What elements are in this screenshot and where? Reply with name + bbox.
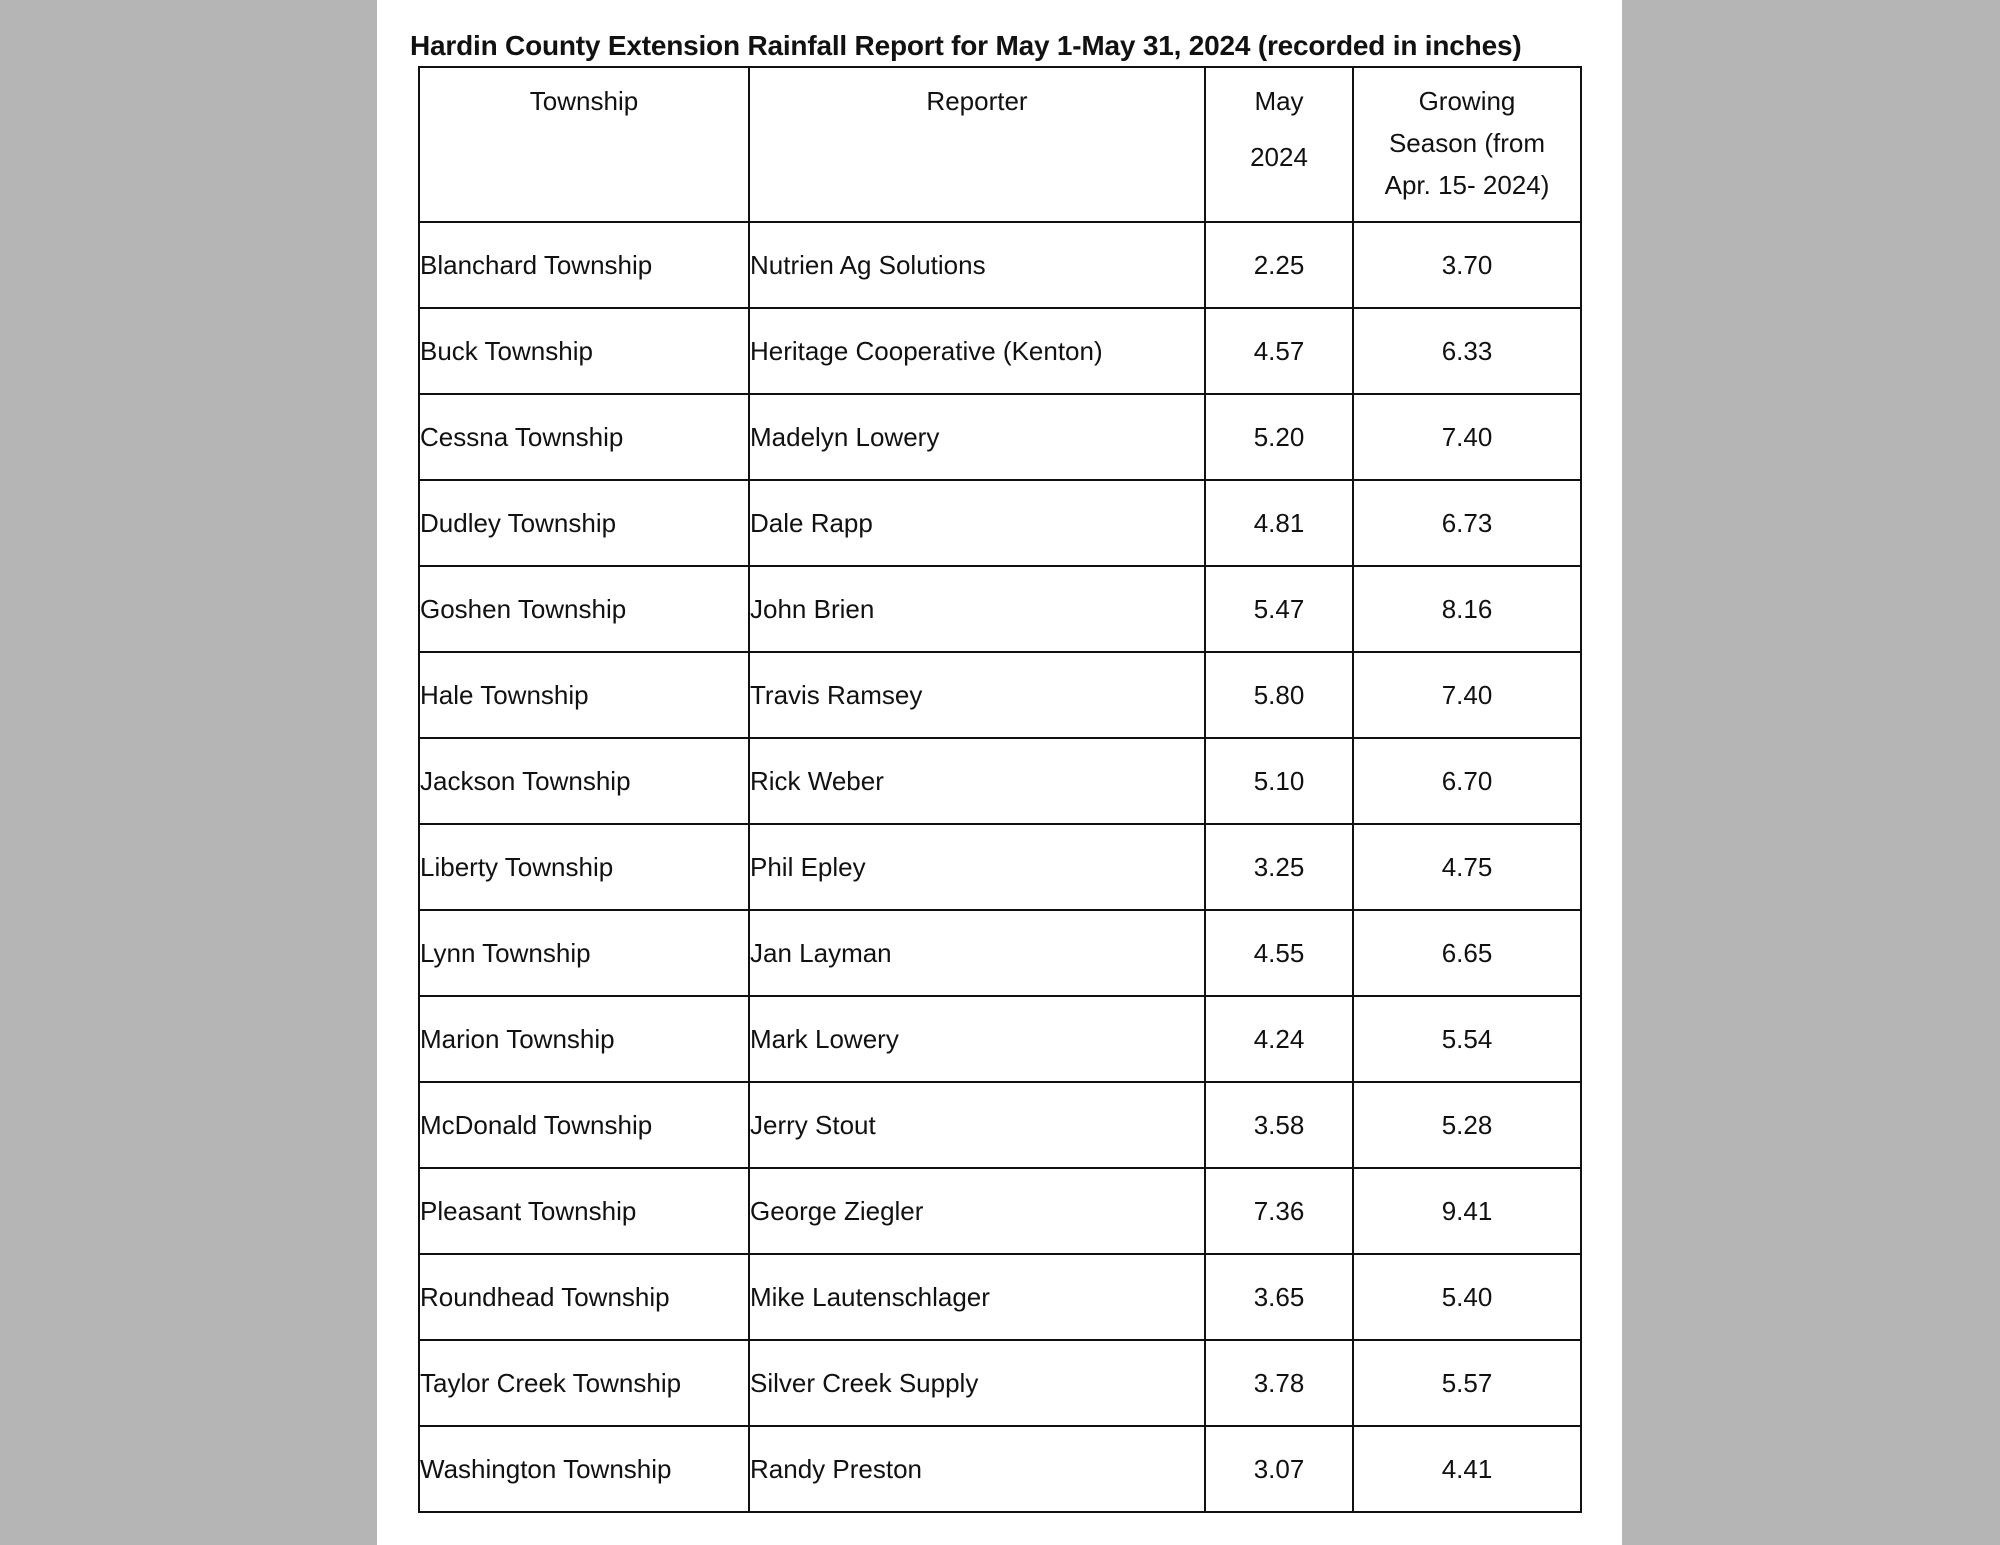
township-cell: Dudley Township: [419, 480, 749, 566]
table-row: [419, 1168, 1581, 1254]
township-cell: Cessna Township: [419, 394, 749, 480]
table-row: [419, 1082, 1581, 1168]
rainfall-table: [418, 66, 1582, 1513]
header-township-label: Township: [529, 86, 639, 116]
table-row: [419, 1254, 1581, 1340]
may-rainfall-cell: 4.24: [1205, 996, 1353, 1082]
table-row: [419, 996, 1581, 1082]
report-title: Hardin County Extension Rainfall Report for May 1-May 31, 2024 (recorded in inches): [410, 30, 1522, 61]
reporter-cell: John Brien: [749, 566, 1205, 652]
season-rainfall-cell: 6.33: [1353, 308, 1581, 394]
may-rainfall-cell: 4.55: [1205, 910, 1353, 996]
table-row: [419, 480, 1581, 566]
may-rainfall-cell: 3.25: [1205, 824, 1353, 910]
season-rainfall-cell: 4.41: [1353, 1426, 1581, 1512]
township-cell: Taylor Creek Township: [419, 1340, 749, 1426]
table-row: [419, 222, 1581, 308]
reporter-cell: Nutrien Ag Solutions: [749, 222, 1205, 308]
may-rainfall-cell: 5.80: [1205, 652, 1353, 738]
header-may-line1: May: [1254, 86, 1304, 116]
township-cell: Lynn Township: [419, 910, 749, 996]
township-cell: Jackson Township: [419, 738, 749, 824]
township-cell: Goshen Township: [419, 566, 749, 652]
reporter-cell: Jerry Stout: [749, 1082, 1205, 1168]
table-row: [419, 738, 1581, 824]
table-body: [419, 222, 1581, 1512]
may-rainfall-cell: 4.81: [1205, 480, 1353, 566]
reporter-cell: George Ziegler: [749, 1168, 1205, 1254]
table-row: [419, 910, 1581, 996]
header-township: [419, 67, 749, 222]
reporter-cell: Rick Weber: [749, 738, 1205, 824]
season-rainfall-cell: 5.57: [1353, 1340, 1581, 1426]
reporter-cell: Phil Epley: [749, 824, 1205, 910]
season-rainfall-cell: 5.40: [1353, 1254, 1581, 1340]
may-rainfall-cell: 5.20: [1205, 394, 1353, 480]
township-cell: Washington Township: [419, 1426, 749, 1512]
season-rainfall-cell: 7.40: [1353, 394, 1581, 480]
township-cell: Hale Township: [419, 652, 749, 738]
season-rainfall-cell: 7.40: [1353, 652, 1581, 738]
may-rainfall-cell: 3.78: [1205, 1340, 1353, 1426]
season-rainfall-cell: 9.41: [1353, 1168, 1581, 1254]
header-growing-line1: Growing: [1418, 86, 1516, 116]
may-rainfall-cell: 5.47: [1205, 566, 1353, 652]
table-row: [419, 566, 1581, 652]
township-cell: Buck Township: [419, 308, 749, 394]
reporter-cell: Mike Lautenschlager: [749, 1254, 1205, 1340]
may-rainfall-cell: 3.58: [1205, 1082, 1353, 1168]
header-reporter: [749, 67, 1205, 222]
township-cell: McDonald Township: [419, 1082, 749, 1168]
reporter-cell: Heritage Cooperative (Kenton): [749, 308, 1205, 394]
may-rainfall-cell: 5.10: [1205, 738, 1353, 824]
table-row: [419, 1426, 1581, 1512]
season-rainfall-cell: 6.73: [1353, 480, 1581, 566]
header-growing-line3: Apr. 15- 2024): [1384, 170, 1550, 200]
may-rainfall-cell: 7.36: [1205, 1168, 1353, 1254]
may-rainfall-cell: 3.65: [1205, 1254, 1353, 1340]
header-may-2024: [1205, 67, 1353, 222]
township-cell: Liberty Township: [419, 824, 749, 910]
header-growing-season: [1353, 67, 1581, 222]
table-row: [419, 1340, 1581, 1426]
table-row: [419, 394, 1581, 480]
may-rainfall-cell: 4.57: [1205, 308, 1353, 394]
header-reporter-label: Reporter: [926, 86, 1028, 116]
may-rainfall-cell: 2.25: [1205, 222, 1353, 308]
reporter-cell: Silver Creek Supply: [749, 1340, 1205, 1426]
reporter-cell: Jan Layman: [749, 910, 1205, 996]
reporter-cell: Travis Ramsey: [749, 652, 1205, 738]
township-cell: Marion Township: [419, 996, 749, 1082]
header-may-line2: 2024: [1250, 142, 1308, 172]
township-cell: Blanchard Township: [419, 222, 749, 308]
season-rainfall-cell: 5.54: [1353, 996, 1581, 1082]
header-growing-line2: Season (from: [1388, 128, 1546, 158]
table-row: [419, 308, 1581, 394]
season-rainfall-cell: 8.16: [1353, 566, 1581, 652]
reporter-cell: Madelyn Lowery: [749, 394, 1205, 480]
season-rainfall-cell: 6.65: [1353, 910, 1581, 996]
table-row: [419, 824, 1581, 910]
season-rainfall-cell: 6.70: [1353, 738, 1581, 824]
township-cell: Pleasant Township: [419, 1168, 749, 1254]
reporter-cell: Randy Preston: [749, 1426, 1205, 1512]
season-rainfall-cell: 4.75: [1353, 824, 1581, 910]
reporter-cell: Dale Rapp: [749, 480, 1205, 566]
table-row: [419, 652, 1581, 738]
season-rainfall-cell: 5.28: [1353, 1082, 1581, 1168]
township-cell: Roundhead Township: [419, 1254, 749, 1340]
may-rainfall-cell: 3.07: [1205, 1426, 1353, 1512]
reporter-cell: Mark Lowery: [749, 996, 1205, 1082]
header-row: [419, 67, 1581, 222]
season-rainfall-cell: 3.70: [1353, 222, 1581, 308]
